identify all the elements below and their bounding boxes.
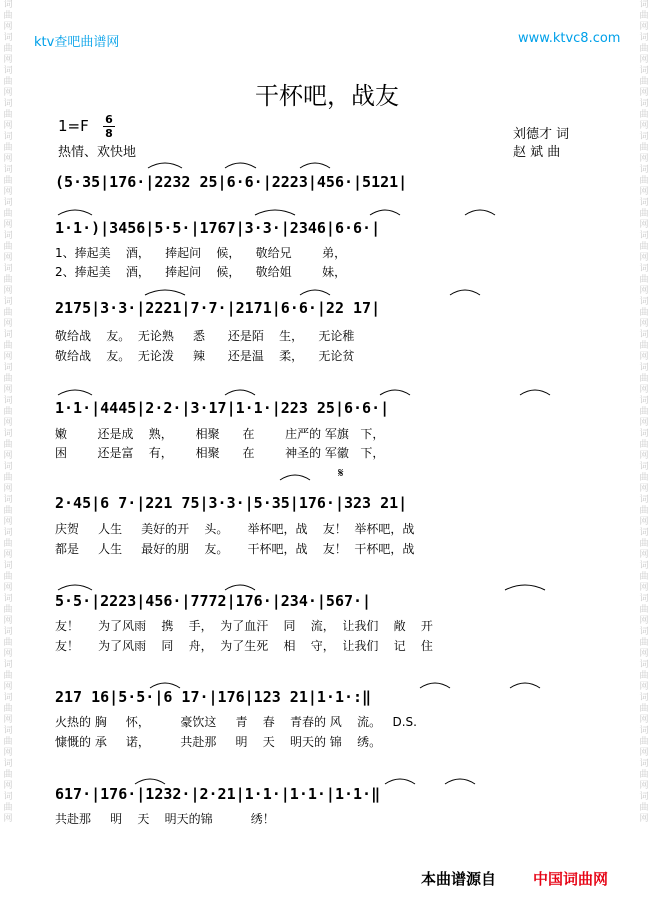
slur (148, 163, 182, 168)
score-line-6: 5·5·|2223|456·|7772|176·|234·|567·| (55, 592, 372, 610)
score-line-3: 2175|3·3·|2221|7·7·|2171|6·6·|22 17| (55, 299, 381, 317)
lyrics-line-2-verse-1: 1、捧起美 酒， 捧起问 候， 敬给兄 弟， (55, 246, 347, 260)
lyrics-line-4-verse-2: 困 还是富 有， 相聚 在 神圣的 军徽 下， (55, 446, 385, 460)
meter-bottom: 8 (105, 127, 113, 140)
slur (505, 585, 545, 590)
source-site-link[interactable]: 中国词曲网 (533, 870, 609, 888)
lyrics-line-6-verse-2: 友！ 为了风雨 同 舟， 为了生死 相 守， 让我们 记 住 (55, 639, 433, 653)
composer-credit: 赵 斌 曲 (513, 145, 561, 160)
lyricist-credit: 刘德才 词 (513, 127, 570, 142)
tempo-marking: 热情、欢快地 (58, 145, 137, 160)
score-line-1: (5·35|176·|2232 25|6·6·|2223|456·|5121| (55, 173, 408, 191)
slur (145, 290, 185, 295)
score-line-8: 617·|176·|1232·|2·21|1·1·|1·1·|1·1·‖ (55, 785, 381, 803)
lyrics-line-8: 共赴那 明 天 明天的锦 绣！ (55, 812, 275, 826)
slur (520, 390, 550, 395)
lyrics-line-4-verse-1: 嫩 还是成 熟， 相聚 在 庄严的 军旗 下， (55, 427, 385, 441)
lyrics-line-6-verse-1: 友！ 为了风雨 携 手， 为了血汗 同 流， 让我们 敞 开 (55, 619, 433, 633)
slur (370, 210, 400, 215)
slur (280, 475, 310, 480)
site-name-left: ktv查吧曲谱网 (34, 35, 120, 50)
watermark-right: 词曲网词曲网词曲网词曲网词曲网词曲网词曲网词曲网词曲网词曲网词曲网词曲网词曲网词曲网词曲网词曲网词曲网词曲网词曲网词曲网词曲网词曲网词曲网词曲网词曲网 (639, 0, 649, 824)
meter-top: 6 (105, 113, 113, 126)
score-line-4: 1·1·|4445|2·2·|3·17|1·1·|223 25|6·6·| (55, 399, 390, 417)
lyrics-line-3-verse-2: 敬给战 友。 无论泼 辣 还是温 柔， 无论贫 (55, 349, 355, 363)
slur (300, 290, 330, 295)
slur (58, 210, 92, 215)
lyrics-line-2-verse-2: 2、捧起美 酒， 捧起问 候， 敬给姐 妹， (55, 265, 347, 279)
slur (465, 210, 495, 215)
slur (385, 779, 415, 784)
slur (225, 585, 255, 590)
slur (58, 390, 92, 395)
watermark-left: 词曲网词曲网词曲网词曲网词曲网词曲网词曲网词曲网词曲网词曲网词曲网词曲网词曲网词曲网词曲网词曲网词曲网词曲网词曲网词曲网词曲网词曲网词曲网词曲网词曲网 (3, 0, 13, 824)
site-url-right: www.ktvc8.com (518, 31, 621, 46)
song-title: 干杯吧，战友 (255, 82, 399, 110)
slur (135, 779, 165, 784)
slur (380, 390, 410, 395)
score-line-5: 2·45|6 7·|221 75|3·3·|5·35|176·|323 21| (55, 494, 408, 512)
lyrics-line-5-verse-2: 都是 人生 最好的朋 友。 干杯吧，战 友！ 干杯吧，战 (55, 542, 415, 556)
lyrics-line-3-verse-1: 敬给战 友。 无论熟 悉 还是陌 生， 无论稚 (55, 329, 355, 343)
slur (445, 779, 475, 784)
slur (300, 163, 330, 168)
lyrics-line-7-verse-1: 火热的 胸 怀， 豪饮这 青 春 青春的 风 流。 D.S. (55, 715, 417, 729)
lyrics-line-5-verse-1: 庆贺 人生 美好的开 头。 举杯吧，战 友！ 举杯吧，战 (55, 522, 415, 536)
score-line-2: 1·1·)|3456|5·5·|1767|3·3·|2346|6·6·| (55, 219, 381, 237)
slur (255, 210, 295, 215)
slur (450, 290, 480, 295)
source-label: 本曲谱源自 (421, 870, 497, 888)
key-signature: 1=F (58, 117, 89, 135)
lyrics-line-7-verse-2: 慷慨的 承 诺， 共赴那 明 天 明天的 锦 绣。 (55, 735, 382, 749)
slur (58, 585, 92, 590)
segno-sign: 𝄋 (338, 466, 344, 481)
slur (225, 390, 255, 395)
score-line-7: 217 16|5·5·|6 17·|176|123 21|1·1·:‖ (55, 688, 372, 706)
slur (225, 163, 256, 168)
